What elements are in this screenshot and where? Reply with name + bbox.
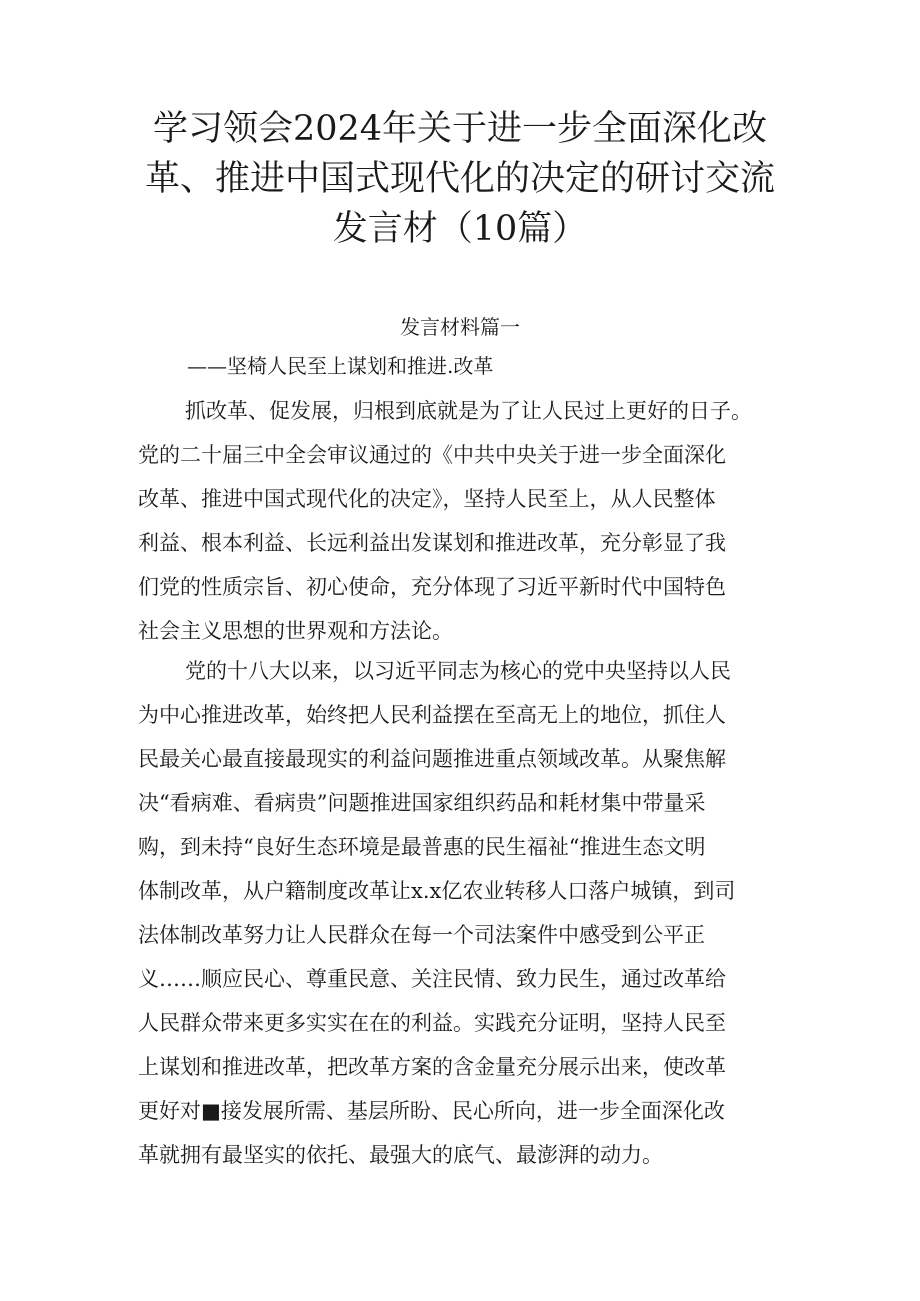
paragraph-line: 义……顺应民心、尊重民意、关注民情、致力民生，通过改革给 [138, 967, 726, 991]
paragraph-line: 们党的性质宗旨、初心使命，充分体现了习近平新时代中国特色 [138, 575, 726, 599]
paragraph-line: 决“看病难、看病贵”问题推进国家组织药品和耗材集中带量采 [138, 791, 706, 815]
paragraph-line: 改革、推进中国式现代化的决定》，坚持人民至上，从人民整体 [138, 487, 716, 511]
paragraph-1 [138, 389, 798, 653]
paragraph-line: 人民群众带来更多实实在在的利益。实践充分证明，坚持人民至 [138, 1011, 726, 1035]
paragraph-line: 党的二十届三中全会审议通过的《中共中央关于进一步全面深化 [138, 443, 726, 467]
paragraph-line: 社会主义思想的世界观和方法论。 [138, 619, 453, 643]
paragraph-line: 上谋划和推进改革，把改革方案的含金量充分展示出来，使改革 [138, 1055, 726, 1079]
paragraph-line: 法体制改革努力让人民群众在每一个司法案件中感受到公平正 [138, 923, 705, 947]
paragraph-line: 抓改革、促发展，归根到底就是为了让人民过上更好的日子。 [185, 399, 752, 423]
paragraph-line: 体制改革，从户籍制度改革让x.x亿农业转移人口落户城镇，到司 [138, 879, 736, 903]
document-title [120, 104, 800, 254]
section-heading: 发言材料篇一 [400, 315, 520, 339]
paragraph-line: 购，到未持“良好生态环境是最普惠的民生福祉“推进生态文明 [138, 835, 706, 859]
paragraph-line: 更好对■接发展所需、基层所盼、民心所向，进一步全面深化改 [138, 1099, 725, 1123]
paragraph-line: 革就拥有最坚实的依托、最强大的底气、最澎湃的动力。 [138, 1143, 663, 1167]
section-subtitle: ——坚椅人民至上谋划和推进.改革 [187, 354, 494, 378]
paragraph-line: 党的十八大以来，以习近平同志为核心的党中央坚持以人民 [185, 659, 731, 683]
paragraph-2 [138, 649, 798, 1177]
title-line-1: 学习领会2024年关于进一步全面深化改 [152, 109, 768, 149]
paragraph-line: 利益、根本利益、长远利益出发谋划和推进改革，充分彰显了我 [138, 531, 726, 555]
paragraph-line: 为中心推进改革，始终把人民利益摆在至高无上的地位，抓住人 [138, 703, 726, 727]
paragraph-line: 民最关心最直接最现实的利益问题推进重点领域改革。从聚焦解 [138, 747, 726, 771]
title-line-2: 革、推进中国式现代化的决定的研讨交流 [144, 159, 775, 199]
title-line-3: 发言材（10篇） [332, 209, 588, 249]
